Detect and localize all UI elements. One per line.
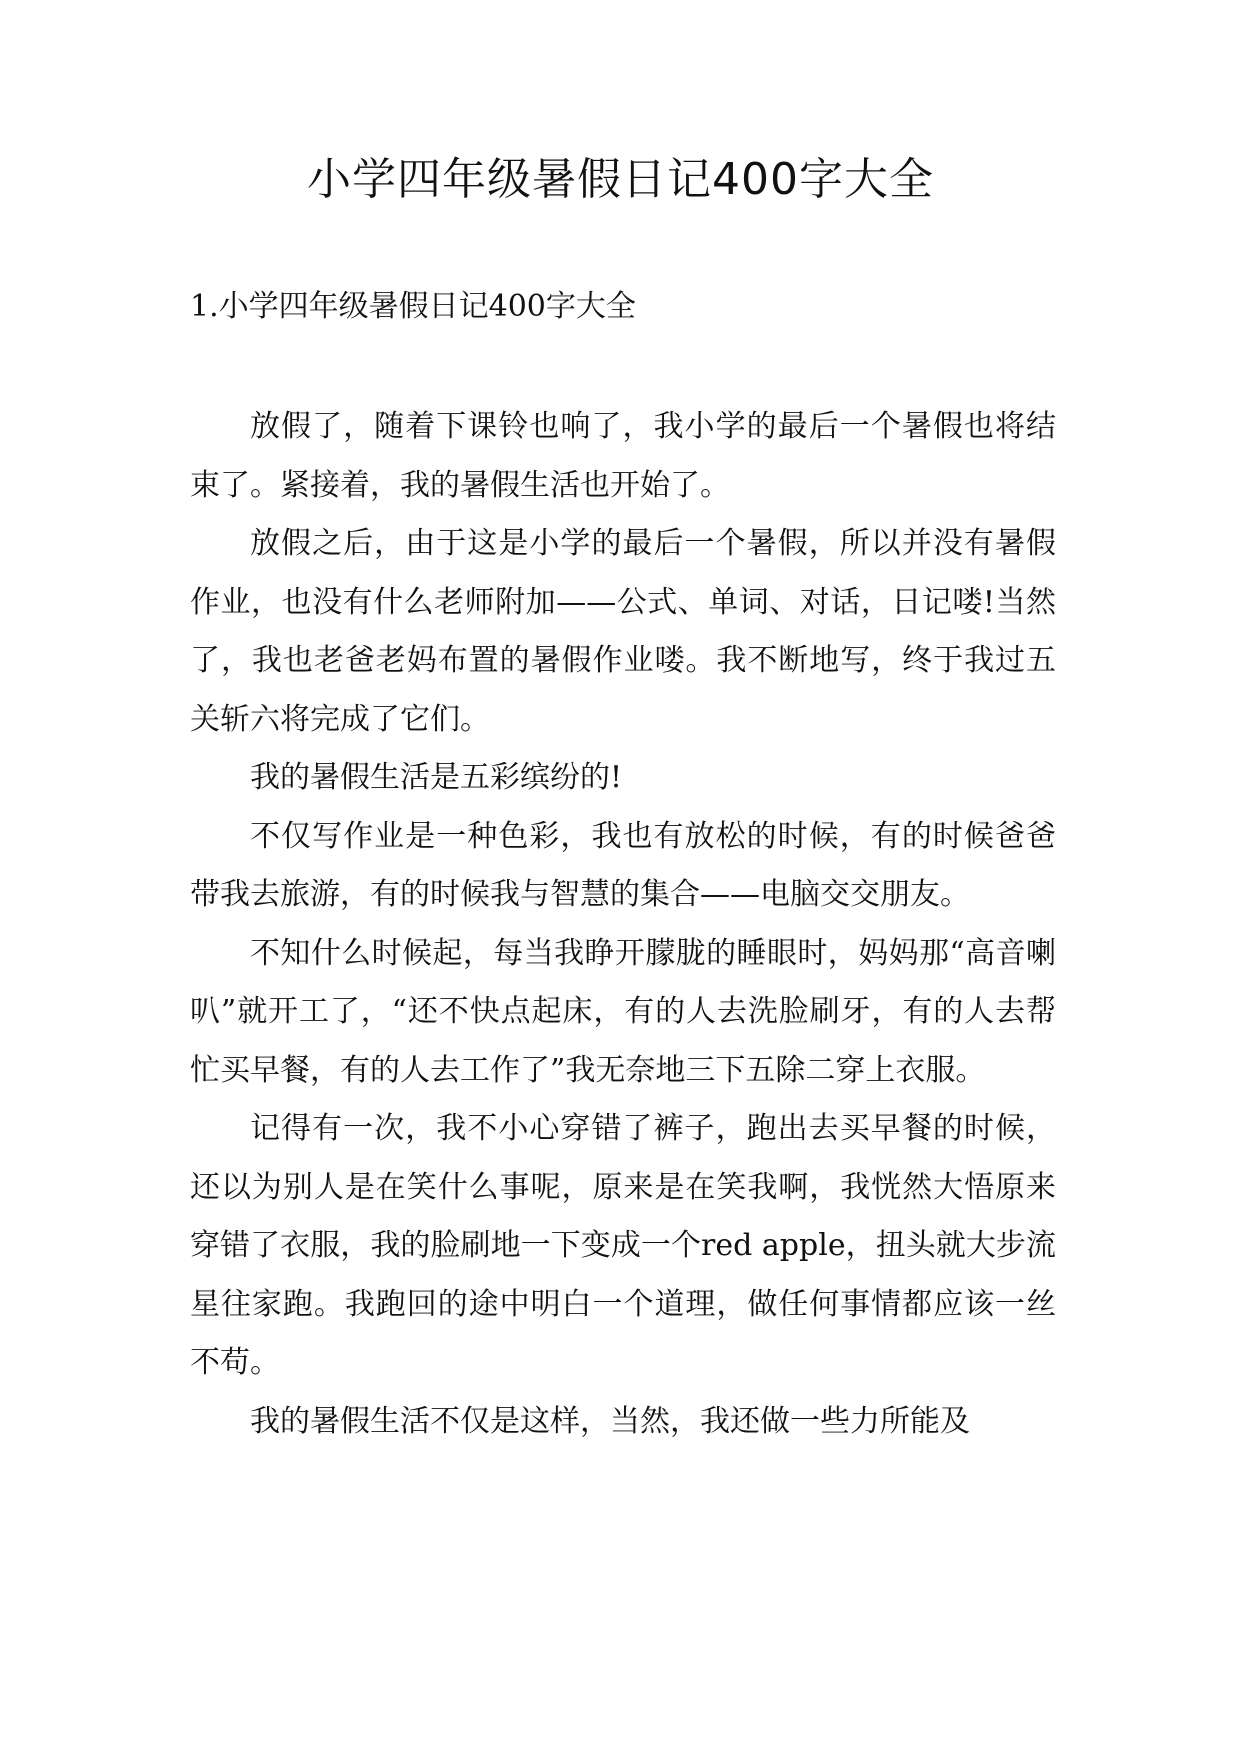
paragraph: 我的暑假生活不仅是这样，当然，我还做一些力所能及 xyxy=(250,1403,970,1439)
paragraph: 放假了，随着下课铃也响了，我小学的最后一个暑假也将结束了。紧接着，我的暑假生活也开始了。 xyxy=(190,409,1056,503)
paragraph: 我的暑假生活是五彩缤纷的! xyxy=(250,760,623,795)
paragraph: 不知什么时候起，每当我睁开朦胧的睡眼时，妈妈那“高音喇叭”就开工了，“还不快点起床，有的人去洗脸刷牙，有的人去帮忙买早餐，有的人去工作了”我无奈地三下五除二穿上衣服。 xyxy=(190,935,1056,1088)
document-body xyxy=(190,398,1056,1451)
paragraph: 不仅写作业是一种色彩，我也有放松的时候，有的时候爸爸带我去旅游，有的时候我与智慧的集合——电脑交交朋友。 xyxy=(190,818,1056,912)
paragraph: 记得有一次，我不小心穿错了裤子，跑出去买早餐的时候，还以为别人是在笑什么事呢，原来是在笑我啊，我恍然大悟原来穿错了衣服，我的脸刷地一下变成一个red apple，扭头就大步流星往家跑。我跑回的途中明白一个道理，做任何事情都应该一丝不苟。 xyxy=(190,1111,1056,1380)
section-heading: 1.小学四年级暑假日记400字大全 xyxy=(190,289,636,324)
document-title: 小学四年级暑假日记400字大全 xyxy=(307,154,934,205)
paragraph: 放假之后，由于这是小学的最后一个暑假，所以并没有暑假作业，也没有什么老师附加——公式、单词、对话，日记喽!当然了，我也老爸老妈布置的暑假作业喽。我不断地写，终于我过五关斩六将完成了它们。 xyxy=(190,526,1056,737)
